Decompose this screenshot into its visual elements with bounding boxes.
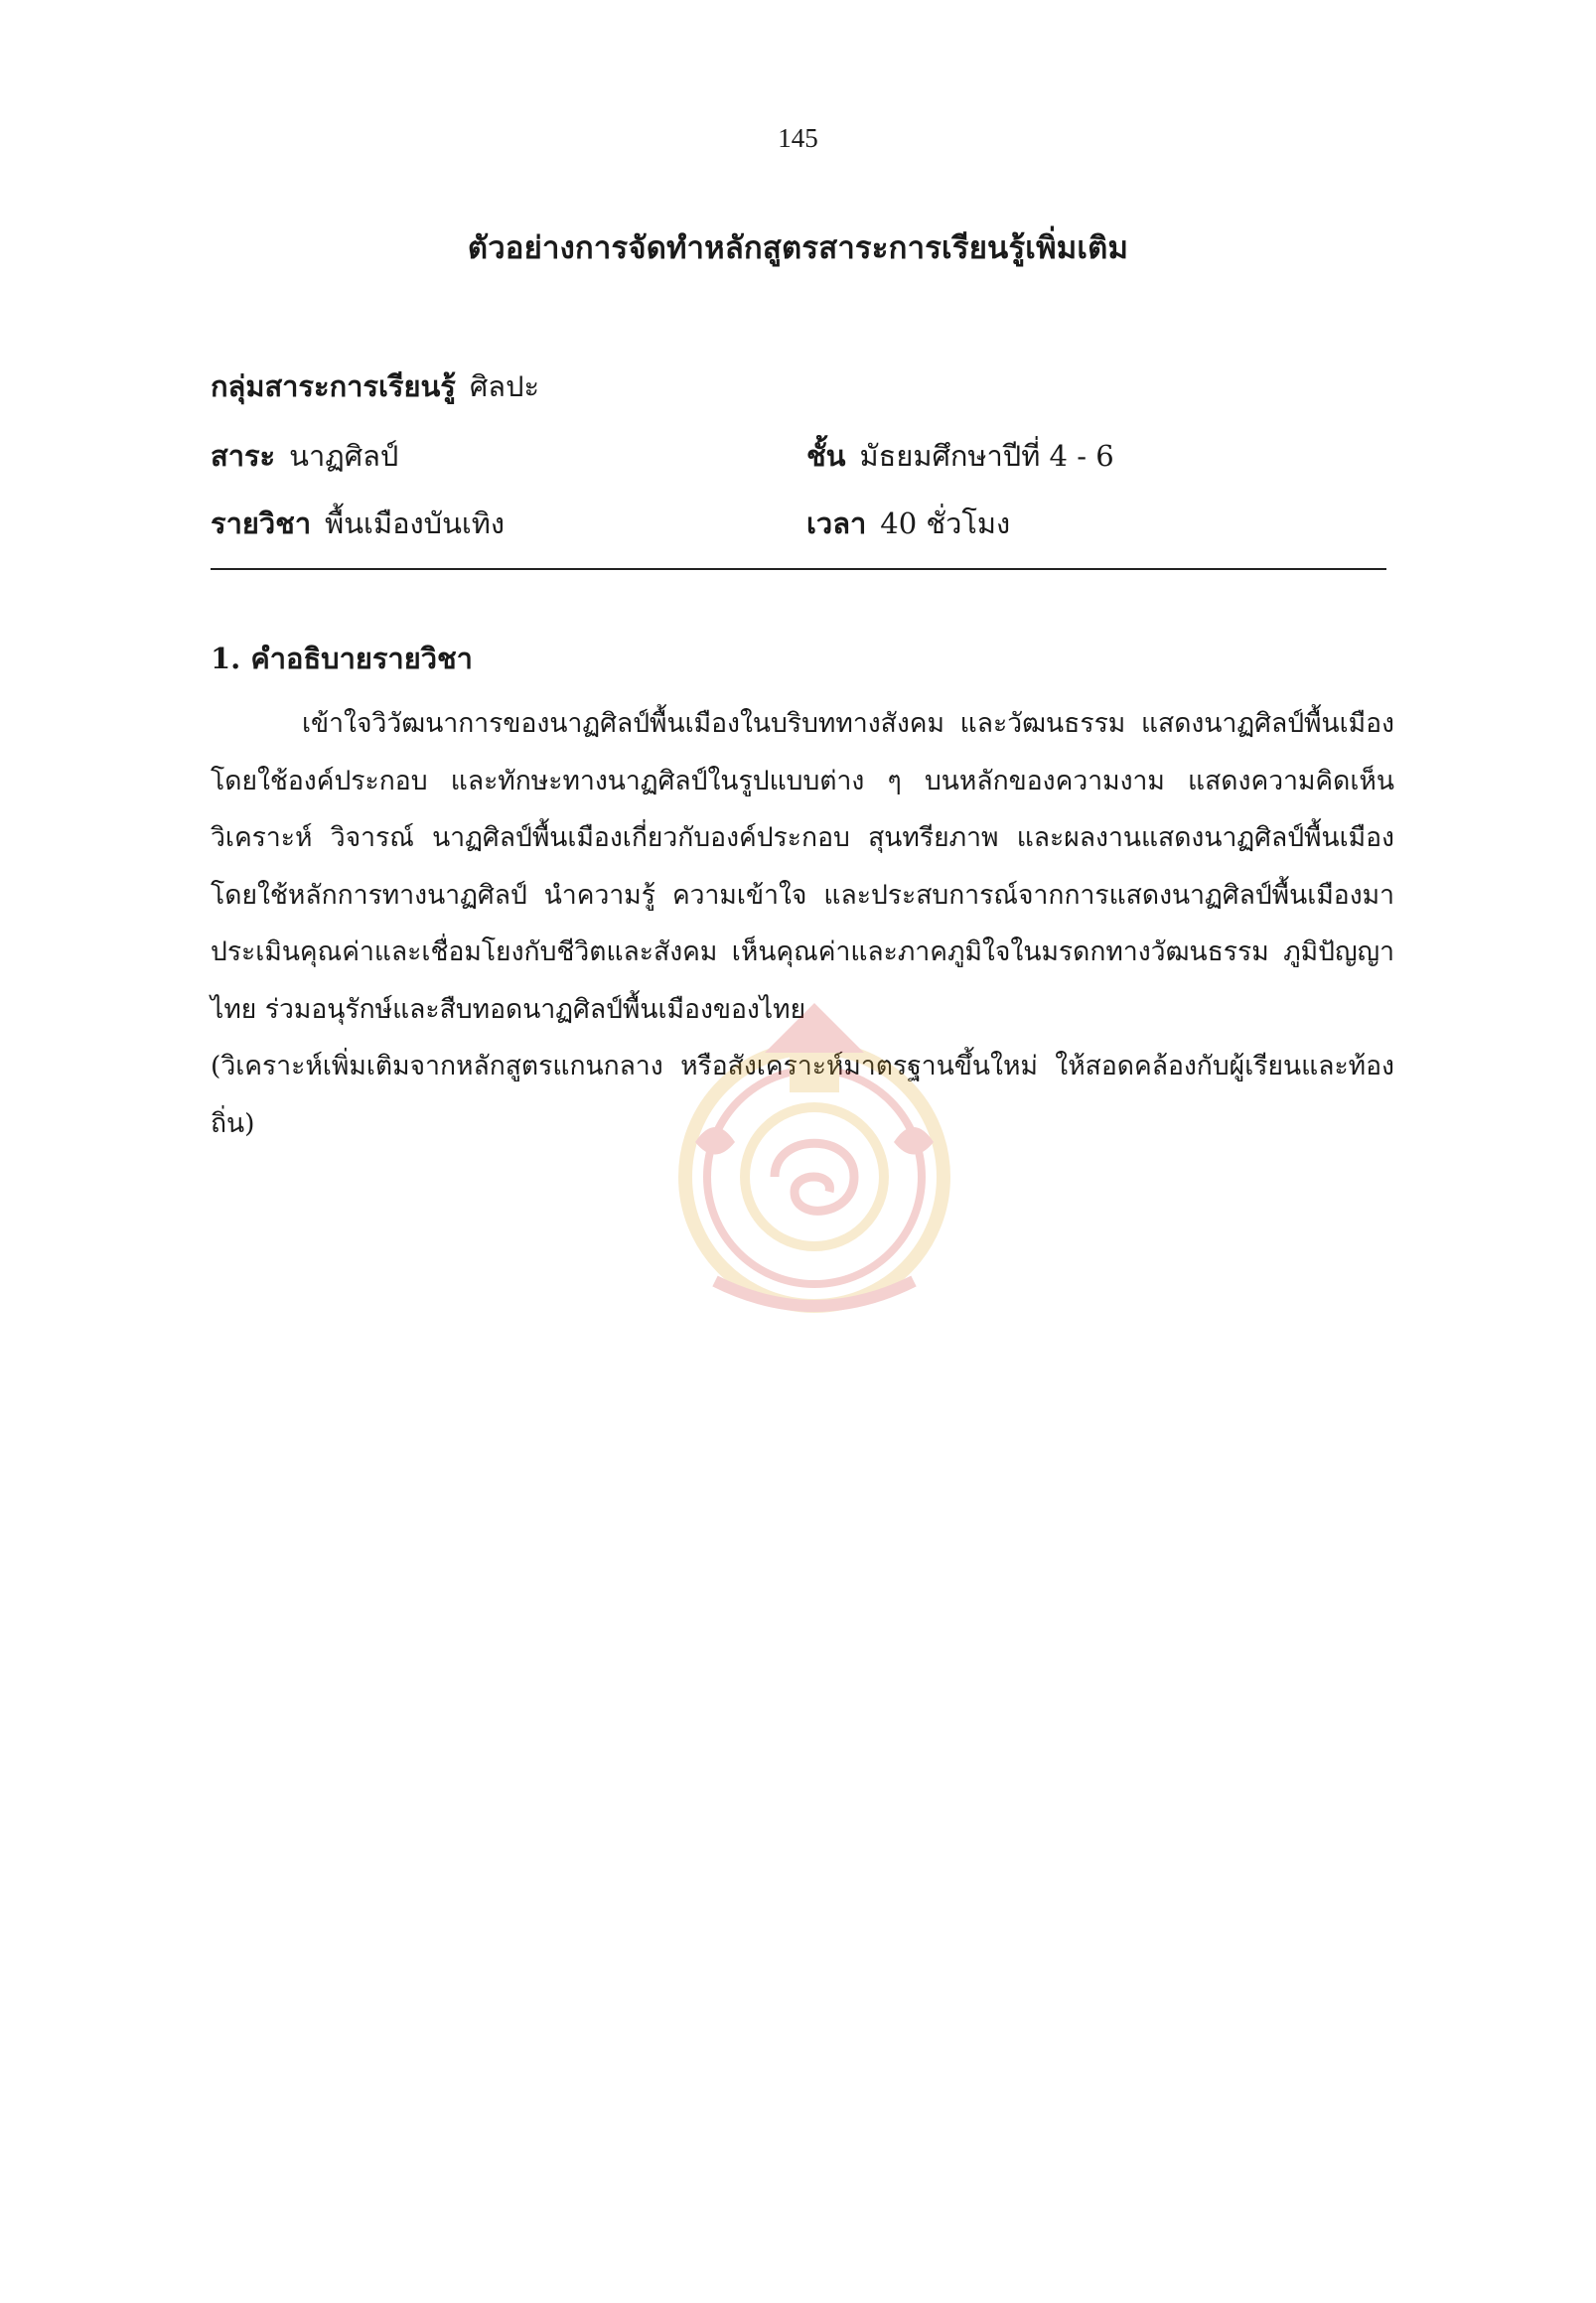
- time-label: เวลา: [806, 506, 867, 540]
- description-paragraph: เข้าใจวิวัฒนาการของนาฏศิลป์พื้นเมืองในบริบททางสังคม และวัฒนธรรม แสดงนาฏศิลป์พื้นเมือง โดยใช้องค์ประกอบ และทักษะทางนาฏศิลป์ในรูปแบบต่าง ๆ บนหลักของความงาม แสดงความคิดเห็น วิเคราะห์ วิจารณ์ นาฏศิลป์พื้นเมืองเกี่ยวกับองค์ประกอบ สุนทรียภาพ และผลงานแสดงนาฏศิลป์พื้นเมือง โดยใช้หลักการทางนาฏศิลป์ นำความรู้ ความเข้าใจ และประสบการณ์จากการแสดงนาฏศิลป์พื้นเมืองมาประเมินคุณค่าและเชื่อมโยงกับชีวิตและสังคม เห็นคุณค่าและภาคภูมิใจในมรดกทางวัฒนธรรม ภูมิปัญญาไทย ร่วมอนุรักษ์และสืบทอดนาฏศิลป์พื้นเมืองของไทย: [211, 708, 1394, 1025]
- course-label: รายวิชา: [211, 506, 312, 540]
- header-divider: [211, 568, 1386, 570]
- meta-group: [211, 363, 539, 409]
- level-label: ชั้น: [806, 439, 846, 473]
- meta-course: [211, 501, 505, 546]
- meta-subject: [211, 433, 398, 479]
- group-label: กลุ่มสาระการเรียนรู้: [211, 369, 456, 403]
- level-value: มัธยมศึกษาปีที่ 4 - 6: [859, 439, 1114, 473]
- subject-label: สาระ: [211, 439, 276, 473]
- section-heading: 1. คำอธิบายรายวิชา: [211, 642, 473, 675]
- course-value: พื้นเมืองบันเทิง: [325, 506, 506, 540]
- page-number: 145: [778, 123, 818, 153]
- subject-value: นาฏศิลป์: [289, 439, 399, 473]
- course-description: [211, 695, 1394, 1152]
- time-value: 40 ชั่วโมง: [880, 506, 1011, 540]
- meta-time: [806, 501, 1010, 546]
- document-title: ตัวอย่างการจัดทำหลักสูตรสาระการเรียนรู้เพิ่มเติม: [467, 230, 1129, 266]
- description-note: (วิเคราะห์เพิ่มเติมจากหลักสูตรแกนกลาง หรือสังเคราะห์มาตรฐานขึ้นใหม่ ให้สอดคล้องกับผู้เรียนและท้องถิ่น): [211, 1051, 1394, 1139]
- group-value: ศิลปะ: [469, 369, 540, 403]
- meta-level: [806, 433, 1114, 479]
